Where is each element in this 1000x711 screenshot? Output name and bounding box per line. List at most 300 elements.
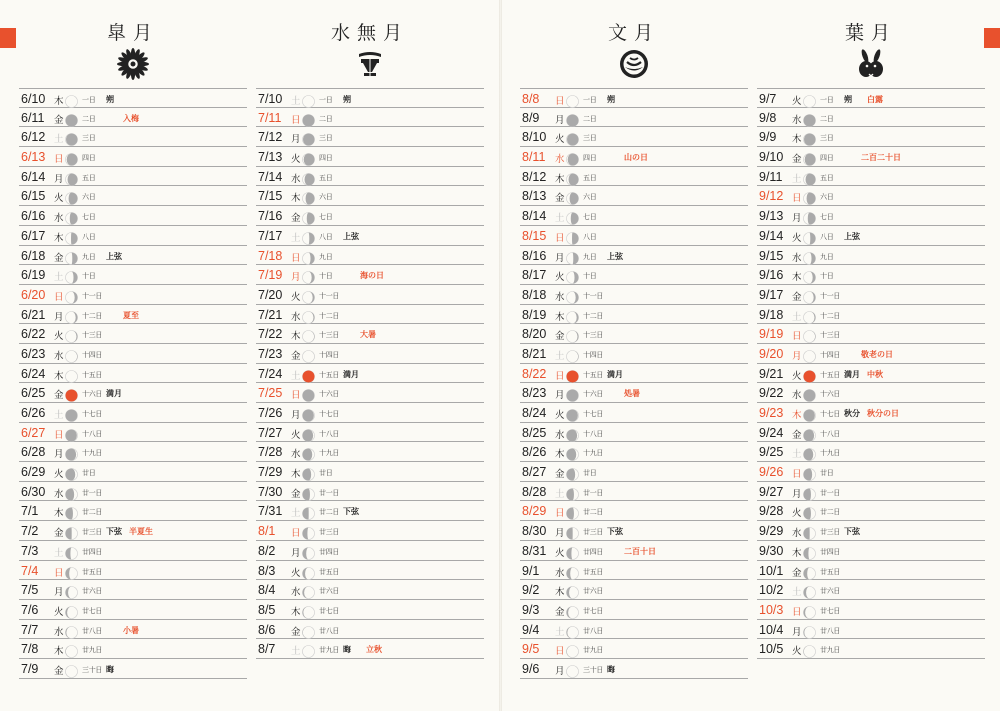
weekday-label: 金: [54, 390, 64, 402]
day-row: [757, 442, 985, 462]
lunar-day-label: 十日: [820, 272, 834, 281]
date-label: 7/30: [258, 484, 283, 499]
day-row: [520, 580, 748, 600]
date-label: 9/27: [759, 484, 784, 499]
lunar-day-label: 十二日: [319, 311, 340, 320]
weekday-label: 土: [555, 626, 565, 638]
moon-phase-icon: [302, 545, 315, 558]
day-row: [19, 147, 247, 167]
day-row: [757, 423, 985, 443]
date-label: 7/15: [258, 189, 283, 204]
moon-phase-label: 朔: [343, 94, 351, 104]
lunar-day-label: 十九日: [319, 449, 340, 458]
weekday-label: 水: [555, 154, 565, 166]
weekday-label: 日: [555, 370, 565, 382]
lunar-day-label: 十七日: [820, 410, 841, 418]
moon-phase-label: 秋分: [844, 408, 860, 418]
moon-phase-icon: [803, 427, 816, 440]
date-label: 8/9: [522, 110, 540, 125]
month-title: 葉月: [844, 22, 897, 44]
moon-phase-icon: [803, 328, 816, 341]
lunar-day-label: 廿八日: [583, 626, 604, 635]
moon-phase-icon: [65, 151, 78, 164]
lunar-day-label: 二日: [319, 114, 333, 123]
moon-phase-icon: [566, 387, 579, 400]
event-note: 秋分の日: [867, 408, 899, 418]
lunar-day-label: 廿七日: [319, 606, 340, 615]
moon-phase-icon: [566, 230, 579, 243]
day-row: [19, 167, 247, 187]
moon-phase-icon: [566, 112, 579, 125]
lunar-day-label: 三十日: [583, 665, 604, 674]
moon-phase-icon: [803, 466, 816, 479]
day-row: [19, 186, 247, 206]
moon-phase-icon: [803, 269, 816, 282]
day-row: [757, 246, 985, 266]
date-label: 9/8: [759, 110, 777, 125]
moon-phase-icon: [566, 663, 579, 676]
date-label: 7/24: [258, 366, 283, 381]
moon-phase-icon: [803, 348, 816, 361]
moon-phase-icon: [65, 348, 78, 361]
moon-phase-icon: [302, 604, 315, 617]
weekday-label: 木: [555, 173, 565, 185]
weekday-label: 木: [792, 134, 802, 146]
moon-phase-icon: [302, 407, 315, 420]
weekday-label: 木: [291, 469, 301, 481]
moon-phase-icon: [302, 525, 315, 538]
circle-crest-icon: [618, 48, 650, 80]
moon-phase-icon: [302, 387, 315, 400]
weekday-label: 金: [555, 606, 565, 618]
weekday-label: 金: [54, 114, 64, 126]
lunar-day-label: 四日: [82, 154, 96, 163]
event-note: 白露: [867, 94, 883, 104]
date-label: 9/1: [522, 563, 540, 578]
weekday-label: 日: [555, 96, 565, 107]
moon-phase-icon: [566, 486, 579, 499]
weekday-label: 火: [54, 193, 64, 205]
moon-phase-icon: [566, 368, 579, 381]
day-row: [520, 344, 748, 364]
lunar-day-label: 一日: [82, 96, 96, 104]
date-label: 10/4: [759, 622, 784, 637]
date-label: 10/1: [759, 563, 784, 578]
moon-phase-icon: [302, 250, 315, 263]
lunar-day-label: 十六日: [319, 390, 340, 399]
date-label: 8/22: [522, 366, 547, 381]
date-label: 8/25: [522, 425, 547, 440]
date-label: 7/6: [21, 602, 39, 617]
day-row: [256, 108, 484, 128]
event-note: 半夏生: [129, 526, 153, 537]
lunar-day-label: 一日: [319, 96, 333, 104]
moon-phase-icon: [566, 309, 579, 322]
date-label: 9/15: [759, 248, 784, 263]
date-label: 6/13: [21, 150, 46, 165]
moon-phase-icon: [566, 171, 579, 184]
date-label: 6/30: [21, 484, 46, 499]
lunar-day-label: 十五日: [583, 370, 604, 379]
moon-phase-icon: [566, 604, 579, 617]
moon-phase-icon: [302, 427, 315, 440]
date-label: 7/23: [258, 346, 283, 361]
day-row: [256, 423, 484, 443]
weekday-label: 月: [792, 488, 802, 500]
day-row: [757, 108, 985, 128]
weekday-label: 木: [291, 331, 301, 343]
moon-phase-icon: [566, 643, 579, 656]
day-row: [757, 285, 985, 305]
date-label: 9/21: [759, 366, 784, 381]
day-row: [19, 305, 247, 325]
lunar-day-label: 七日: [82, 213, 96, 222]
moon-phase-icon: [302, 190, 315, 203]
weekday-label: 土: [555, 488, 565, 500]
moon-phase-icon: [566, 131, 579, 144]
lunar-day-label: 廿九日: [82, 646, 103, 655]
moon-phase-icon: [803, 309, 816, 322]
moon-phase-icon: [302, 171, 315, 184]
moon-phase-label: 晦: [343, 644, 351, 655]
weekday-label: 土: [291, 508, 301, 520]
weekday-label: 月: [54, 449, 64, 461]
weekday-label: 日: [291, 252, 301, 264]
day-row: [256, 620, 484, 640]
lunar-day-label: 五日: [82, 173, 96, 182]
lunar-day-label: 十一日: [820, 291, 841, 300]
day-row: [19, 344, 247, 364]
moon-phase-icon: [803, 250, 816, 263]
date-label: 9/13: [759, 209, 784, 224]
moon-phase-icon: [302, 643, 315, 656]
lunar-day-label: 十七日: [82, 410, 103, 418]
moon-phase-icon: [566, 93, 579, 106]
weekday-label: 月: [54, 173, 64, 185]
lunar-day-label: 十二日: [583, 311, 604, 320]
day-row: [256, 206, 484, 226]
moon-phase-label: 下弦: [607, 526, 623, 537]
moon-phase-icon: [302, 565, 315, 578]
lunar-day-label: 十九日: [820, 449, 841, 458]
lunar-day-label: 五日: [820, 173, 834, 182]
date-label: 9/3: [522, 602, 540, 617]
weekday-label: 金: [792, 291, 802, 303]
date-label: 6/11: [21, 110, 45, 125]
day-row: [757, 88, 985, 108]
weekday-label: 金: [555, 469, 565, 481]
moon-phase-icon: [566, 545, 579, 558]
date-label: 9/14: [759, 228, 784, 243]
moon-phase-icon: [803, 131, 816, 144]
lunar-day-label: 廿六日: [820, 587, 841, 596]
weekday-label: 水: [555, 567, 565, 579]
moon-phase-label: 下弦: [844, 526, 860, 537]
weekday-label: 金: [555, 331, 565, 343]
lunar-day-label: 廿四日: [583, 547, 604, 556]
day-row: [256, 561, 484, 581]
day-row: [256, 226, 484, 246]
day-row: [256, 324, 484, 344]
lunar-day-label: 廿一日: [583, 488, 604, 497]
day-row: [757, 305, 985, 325]
chrysanthemum-crest-icon: [117, 48, 149, 80]
moon-phase-icon: [566, 624, 579, 637]
weekday-label: 日: [291, 114, 301, 126]
date-label: 8/11: [522, 150, 546, 165]
weekday-label: 日: [792, 331, 802, 343]
lunar-day-label: 十一日: [82, 291, 103, 300]
moon-phase-label: 朔: [607, 94, 615, 104]
lunar-day-label: 九日: [820, 252, 834, 261]
weekday-label: 土: [792, 173, 802, 185]
date-label: 8/20: [522, 327, 547, 342]
date-label: 6/17: [21, 228, 46, 243]
date-label: 7/4: [21, 563, 39, 578]
lunar-day-label: 十三日: [319, 331, 340, 340]
moon-phase-icon: [803, 289, 816, 302]
moon-phase-label: 晦: [106, 663, 114, 674]
lunar-day-label: 十日: [583, 272, 597, 281]
date-label: 9/4: [522, 622, 540, 637]
moon-phase-label: 上弦: [607, 250, 623, 261]
weekday-label: 木: [291, 606, 301, 618]
lunar-day-label: 八日: [319, 232, 333, 241]
weekday-label: 月: [54, 311, 64, 323]
lunar-day-label: 廿九日: [583, 646, 604, 655]
event-note: 大暑: [360, 329, 376, 340]
event-note: 処暑: [624, 388, 640, 399]
weekday-label: 月: [555, 665, 565, 677]
weekday-label: 日: [555, 232, 565, 244]
date-label: 7/8: [21, 642, 39, 657]
day-row: [19, 206, 247, 226]
lunar-day-label: 六日: [319, 193, 333, 202]
moon-phase-label: 満月: [844, 368, 860, 379]
lunar-day-label: 廿一日: [319, 488, 340, 497]
day-row: [520, 423, 748, 443]
date-label: 7/31: [258, 504, 283, 519]
day-row: [19, 226, 247, 246]
weekday-label: 月: [291, 134, 301, 146]
weekday-label: 木: [291, 193, 301, 205]
day-row: [757, 324, 985, 344]
day-row: [19, 501, 247, 521]
day-row: [757, 462, 985, 482]
date-label: 6/26: [21, 406, 46, 420]
weekday-label: 火: [555, 134, 565, 146]
moon-phase-icon: [803, 190, 816, 203]
date-label: 8/15: [522, 228, 547, 243]
date-label: 8/10: [522, 130, 547, 145]
weekday-label: 火: [54, 469, 64, 481]
date-label: 8/1: [258, 524, 276, 539]
day-row: [520, 383, 748, 403]
weekday-label: 水: [291, 173, 301, 185]
weekday-label: 日: [555, 646, 565, 658]
date-label: 7/27: [258, 425, 283, 440]
lunar-day-label: 十六日: [82, 390, 103, 399]
day-row: [520, 324, 748, 344]
date-label: 8/26: [522, 445, 547, 460]
moon-phase-icon: [65, 210, 78, 223]
date-label: 8/6: [258, 622, 276, 637]
event-note: 立秋: [366, 644, 382, 655]
moon-phase-icon: [566, 250, 579, 263]
day-row: [757, 501, 985, 521]
lunar-day-label: 十日: [82, 272, 96, 281]
lunar-day-label: 十六日: [583, 390, 604, 399]
date-label: 6/24: [21, 366, 46, 381]
date-label: 7/11: [258, 110, 282, 125]
date-label: 8/19: [522, 307, 547, 322]
lunar-day-label: 廿九日: [820, 646, 841, 655]
day-row: [256, 344, 484, 364]
lunar-day-label: 二日: [820, 114, 834, 123]
date-label: 7/1: [21, 504, 39, 519]
day-row: [757, 403, 985, 423]
lunar-day-label: 十五日: [820, 370, 841, 379]
moon-phase-label: 上弦: [844, 230, 860, 241]
day-row: [19, 521, 247, 541]
date-label: 7/26: [258, 406, 283, 420]
day-row: [520, 501, 748, 521]
weekday-label: 木: [54, 508, 64, 520]
lunar-day-label: 廿七日: [583, 606, 604, 615]
weekday-label: 火: [792, 96, 802, 107]
date-label: 10/2: [759, 583, 784, 598]
date-label: 7/29: [258, 465, 283, 480]
lunar-day-label: 十一日: [583, 291, 604, 300]
moon-phase-icon: [566, 446, 579, 459]
lunar-day-label: 十二日: [82, 311, 103, 320]
day-row: [520, 561, 748, 581]
weekday-label: 月: [555, 252, 565, 264]
event-note: 海の日: [360, 270, 384, 281]
moon-phase-icon: [302, 328, 315, 341]
lunar-day-label: 十五日: [319, 370, 340, 379]
day-row: [757, 521, 985, 541]
lunar-day-label: 廿三日: [319, 528, 340, 537]
lunar-day-label: 廿七日: [82, 606, 103, 615]
weekday-label: 水: [54, 626, 64, 638]
day-row: [19, 541, 247, 561]
lunar-day-label: 廿四日: [82, 547, 103, 556]
date-label: 9/5: [522, 642, 540, 657]
day-row: [19, 442, 247, 462]
weekday-label: 月: [555, 114, 565, 126]
lunar-day-label: 十九日: [583, 449, 604, 458]
date-label: 9/2: [522, 583, 540, 598]
lunar-day-label: 廿一日: [82, 488, 103, 497]
day-row: [520, 364, 748, 384]
weekday-label: 金: [291, 350, 301, 362]
weekday-label: 水: [792, 528, 802, 540]
moon-phase-icon: [65, 545, 78, 558]
moon-phase-icon: [566, 407, 579, 420]
weekday-label: 金: [792, 567, 802, 579]
weekday-label: 土: [291, 646, 301, 658]
moon-phase-label: 満月: [607, 368, 623, 379]
lunar-day-label: 五日: [583, 173, 597, 182]
day-row: [757, 344, 985, 364]
day-list: [19, 88, 247, 679]
day-row: [256, 147, 484, 167]
weekday-label: 木: [792, 410, 802, 421]
moon-phase-label: 上弦: [106, 250, 122, 261]
date-label: 8/13: [522, 189, 547, 204]
moon-phase-icon: [65, 663, 78, 676]
day-row: [757, 265, 985, 285]
date-label: 9/20: [759, 346, 784, 361]
moon-phase-icon: [803, 210, 816, 223]
date-label: 7/7: [21, 622, 39, 637]
day-row: [19, 600, 247, 620]
moon-phase-icon: [803, 545, 816, 558]
weekday-label: 火: [291, 154, 301, 166]
moon-phase-icon: [65, 289, 78, 302]
weekday-label: 火: [54, 331, 64, 343]
weekday-label: 日: [54, 567, 64, 579]
day-row: [520, 659, 748, 679]
lunar-day-label: 九日: [583, 252, 597, 261]
date-label: 7/5: [21, 583, 39, 598]
moon-phase-icon: [566, 269, 579, 282]
lunar-day-label: 十一日: [319, 291, 340, 300]
day-list: [757, 88, 985, 659]
weekday-label: 月: [54, 587, 64, 599]
date-label: 6/12: [21, 130, 46, 145]
date-label: 9/19: [759, 327, 784, 342]
day-row: [520, 639, 748, 659]
event-note: 二百十日: [624, 545, 656, 556]
lunar-day-label: 九日: [319, 252, 333, 261]
day-row: [256, 383, 484, 403]
moon-phase-icon: [803, 643, 816, 656]
day-row: [19, 403, 247, 423]
weekday-label: 金: [54, 528, 64, 540]
weekday-label: 水: [291, 449, 301, 461]
day-row: [757, 600, 985, 620]
weekday-label: 水: [792, 252, 802, 264]
lunar-day-label: 十八日: [82, 429, 103, 438]
moon-phase-label: 上弦: [343, 230, 359, 241]
lunar-day-label: 十三日: [583, 331, 604, 340]
day-row: [757, 482, 985, 502]
moon-phase-icon: [803, 624, 816, 637]
moon-phase-icon: [803, 230, 816, 243]
date-label: 9/29: [759, 524, 784, 539]
date-label: 9/17: [759, 287, 784, 302]
date-label: 9/9: [759, 130, 777, 145]
lunar-day-label: 十日: [319, 272, 333, 281]
lunar-day-label: 廿八日: [319, 626, 340, 635]
weekday-label: 金: [54, 665, 64, 677]
moon-phase-icon: [302, 584, 315, 597]
day-row: [520, 462, 748, 482]
lunar-day-label: 廿日: [583, 469, 597, 478]
date-label: 6/27: [21, 425, 46, 440]
weekday-label: 土: [555, 213, 565, 225]
date-label: 6/28: [21, 445, 46, 460]
lunar-day-label: 三日: [583, 134, 597, 143]
moon-phase-icon: [302, 210, 315, 223]
weekday-label: 木: [54, 96, 64, 107]
weekday-label: 月: [792, 626, 802, 638]
lunar-day-label: 廿日: [820, 469, 834, 478]
moon-phase-icon: [65, 486, 78, 499]
day-row: [757, 580, 985, 600]
